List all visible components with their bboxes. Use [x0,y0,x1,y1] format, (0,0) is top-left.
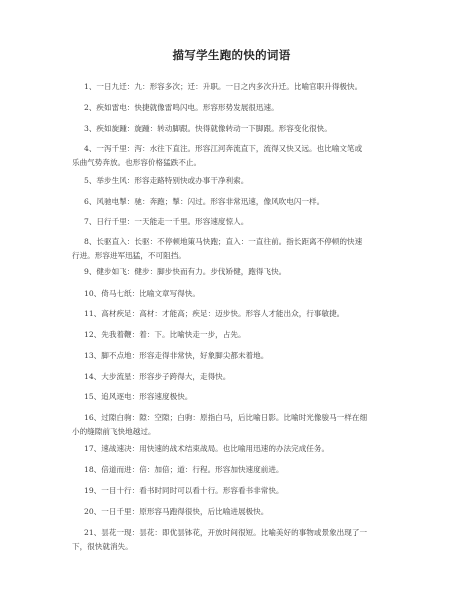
entry-line: 9、健步如飞：健步：脚步快而有力。步伐矫健，跑得飞快。 [84,267,287,276]
entry-paragraph [84,307,380,321]
entry-paragraph [72,142,380,170]
entry-paragraph [84,484,380,498]
entry-line: 17、速战速决：用快速的战术结束战局。也比喻用迅速的办法完成任务。 [84,444,330,453]
entry-paragraph [84,505,380,519]
entry-paragraph [84,174,380,188]
entry-paragraph [84,122,380,136]
entry-line: 乐曲气势奔放。也形容价格猛跌不止。 [72,158,202,167]
entry-line: 2、疾如雷电：快捷就像雷鸣闪电。形容形势发展很迅速。 [84,103,279,112]
entry-paragraph [84,195,380,209]
entry-line: 小的缝隙前飞快地越过。 [72,427,156,436]
entry-line: 4、一泻千里：泻：水往下直注。形容江河奔流直下，流得又快又远。也比喻文笔或 [84,144,363,153]
entry-paragraph [84,442,380,456]
entry-line: 7、日行千里：一天能走一千里。形容速度惊人。 [84,217,249,226]
entry-line: 下，很快就消失。 [72,542,133,551]
entry-paragraph [84,215,380,229]
entry-line: 行进。形容进军迅猛，不可阻挡。 [72,251,186,260]
entry-line: 11、高材疾足：高材：才能高；疾足：迈步快。形容人才能出众，行事敏捷。 [84,309,345,318]
entry-paragraph [84,390,380,404]
entry-line: 8、长驱直入：长驱：不停顿地策马快跑；直入：一直往前。指长距离不停顿的快速 [84,237,363,246]
entry-paragraph [84,349,380,363]
entry-line: 18、倍道而进：倍：加倍；道：行程。形容加快速度前进。 [84,465,284,474]
entry-paragraph [84,328,380,342]
entry-paragraph [84,265,380,279]
entry-line: 13、脚不点地：形容走得非常快，好象脚尖都未着地。 [84,351,269,360]
entry-line: 21、昙花一现：昙花：即优昙钵花，开放时间很短。比喻美好的事物或景象出现了一 [84,528,368,537]
entry-line: 5、举步生风：形容走路特别快或办事干净利索。 [84,176,249,185]
entry-line: 3、疾如旋踵：旋踵：转动脚跟。快得就像转动一下脚跟。形容变化很快。 [84,124,332,133]
entry-line: 20、一日千里：原形容马跑得很快，后比喻进展极快。 [84,507,269,516]
entry-paragraph [84,463,380,477]
entry-paragraph [84,370,380,384]
entry-paragraph [72,411,380,439]
entry-paragraph [84,80,380,94]
entry-line: 12、先我着鞭：着：下。比喻快走一步，占先。 [84,330,246,339]
document-title: 描写学生跑的快的词语 [172,48,291,62]
entry-line: 19、一目十行：看书时同时可以看十行。形容看书非常快。 [84,486,284,495]
entry-line: 1、一日九迁：九：形容多次；迁：升职。一日之内多次升迁。比喻官职升得极快。 [84,82,363,91]
entry-paragraph [84,101,380,115]
entry-line: 10、倚马七纸：比喻文章写得快。 [84,289,200,298]
entry-paragraph [72,526,380,554]
entry-line: 16、过隙白驹：隙：空隙；白驹：原指白马，后比喻日影。比喻时光像骏马一样在细 [84,413,368,422]
entry-paragraph [72,235,380,263]
entry-line: 14、大步流星：形容步子跨得大，走得快。 [84,372,231,381]
entry-line: 6、风驰电掣：驰：奔跑；掣：闪过。形容非常迅速，像风吹电闪一样。 [84,197,325,206]
entry-paragraph [84,287,380,301]
entry-line: 15、追风逐电：形容速度极快。 [84,392,193,401]
